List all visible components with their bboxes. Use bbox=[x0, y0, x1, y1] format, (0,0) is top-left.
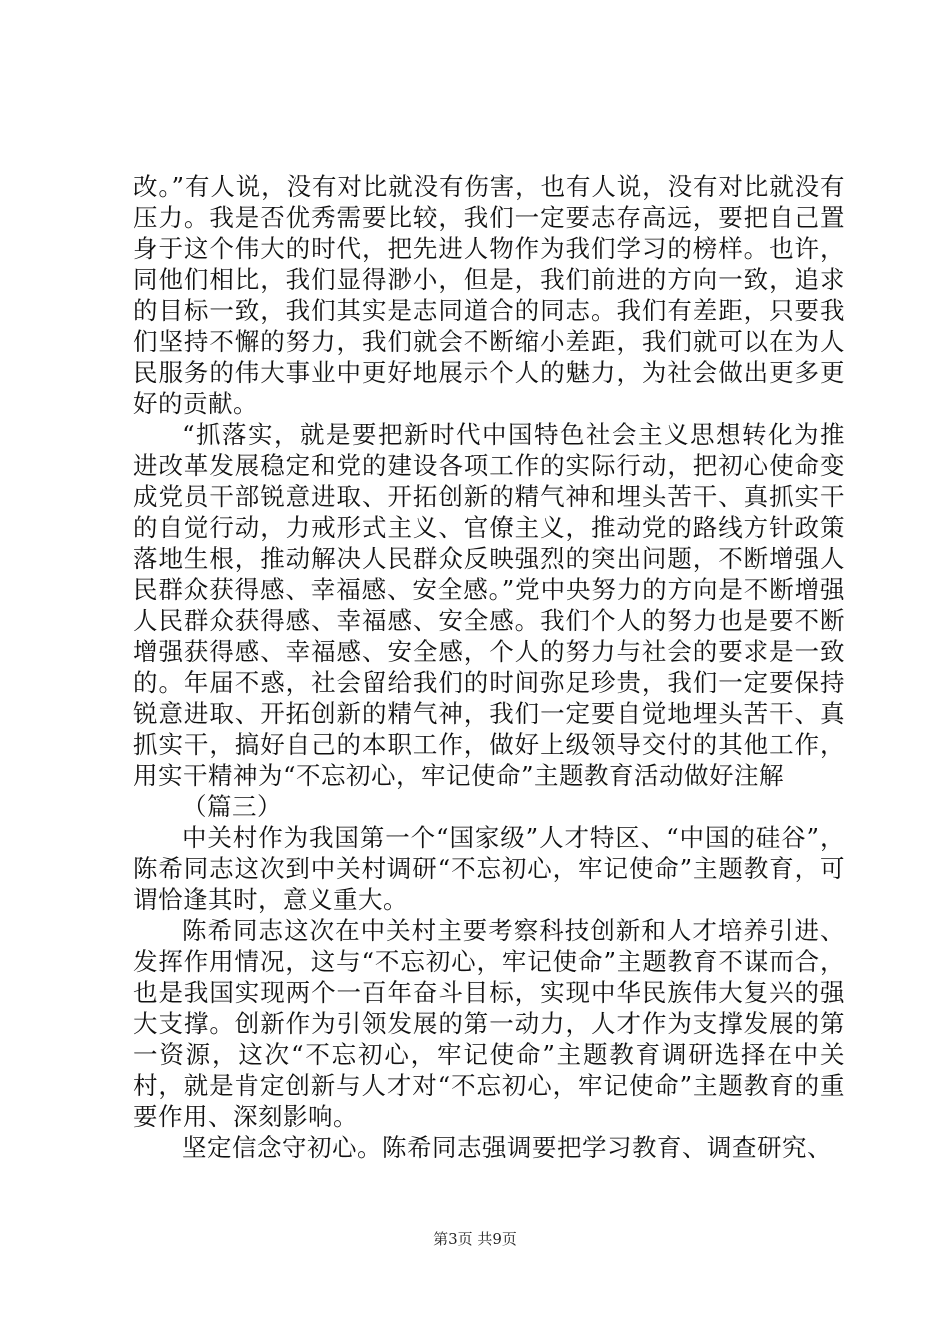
paragraph-5: 坚定信念守初心。陈希同志强调要把学习教育、调查研究、 bbox=[182, 1133, 832, 1162]
body-text bbox=[133, 171, 845, 1163]
paragraph-3: 中关村作为我国第一个“国家级”人才特区、“中国的硅谷”，陈希同志这次到中关村调研“不忘初心，牢记使命”主题教育，可谓恰逢其时，意义重大。 bbox=[133, 823, 845, 914]
section-heading: （篇三） bbox=[182, 792, 282, 821]
page-footer: 第3页 共9页 bbox=[433, 1230, 517, 1248]
paragraph-4: 陈希同志这次在中关村主要考察科技创新和人才培养引进、发挥作用情况，这与“不忘初心，牢记使命”主题教育不谋而合，也是我国实现两个一百年奋斗目标，实现中华民族伟大复兴的强大支撑。创新作为引领发展的第一动力，人才作为支撑发展的第一资源，这次“不忘初心，牢记使命”主题教育调研选择在中关村，就是肯定创新与人才对“不忘初心，牢记使命”主题教育的重要作用、深刻影响。 bbox=[133, 916, 845, 1131]
paragraph-2: “抓落实，就是要把新时代中国特色社会主义思想转化为推进改革发展稳定和党的建设各项工作的实际行动，把初心使命变成党员干部锐意进取、开拓创新的精气神和埋头苦干、真抓实干的自觉行动，力戒形式主义、官僚主义，推动党的路线方针政策落地生根，推动解决人民群众反映强烈的突出问题，不断增强人民群众获得感、幸福感、安全感。”党中央努力的方向是不断增强人民群众获得感、幸福感、安全感。我们个人的努力也是要不断增强获得感、幸福感、安全感，个人的努力与社会的要求是一致的。年届不惑，社会留给我们的时间弥足珍贵，我们一定要保持锐意进取、开拓创新的精气神，我们一定要自觉地埋头苦干、真抓实干，搞好自己的本职工作，做好上级领导交付的其他工作，用实干精神为“不忘初心，牢记使命”主题教育活动做好注解 bbox=[133, 420, 845, 790]
paragraph-1: 改。”有人说，没有对比就没有伤害，也有人说，没有对比就没有压力。我是否优秀需要比较，我们一定要志存高远，要把自己置身于这个伟大的时代，把先进人物作为我们学习的榜样。也许，同他们相比，我们显得渺小，但是，我们前进的方向一致，追求的目标一致，我们其实是志同道合的同志。我们有差距，只要我们坚持不懈的努力，我们就会不断缩小差距，我们就可以在为人民服务的伟大事业中更好地展示个人的魅力，为社会做出更多更好的贡献。 bbox=[133, 172, 845, 418]
